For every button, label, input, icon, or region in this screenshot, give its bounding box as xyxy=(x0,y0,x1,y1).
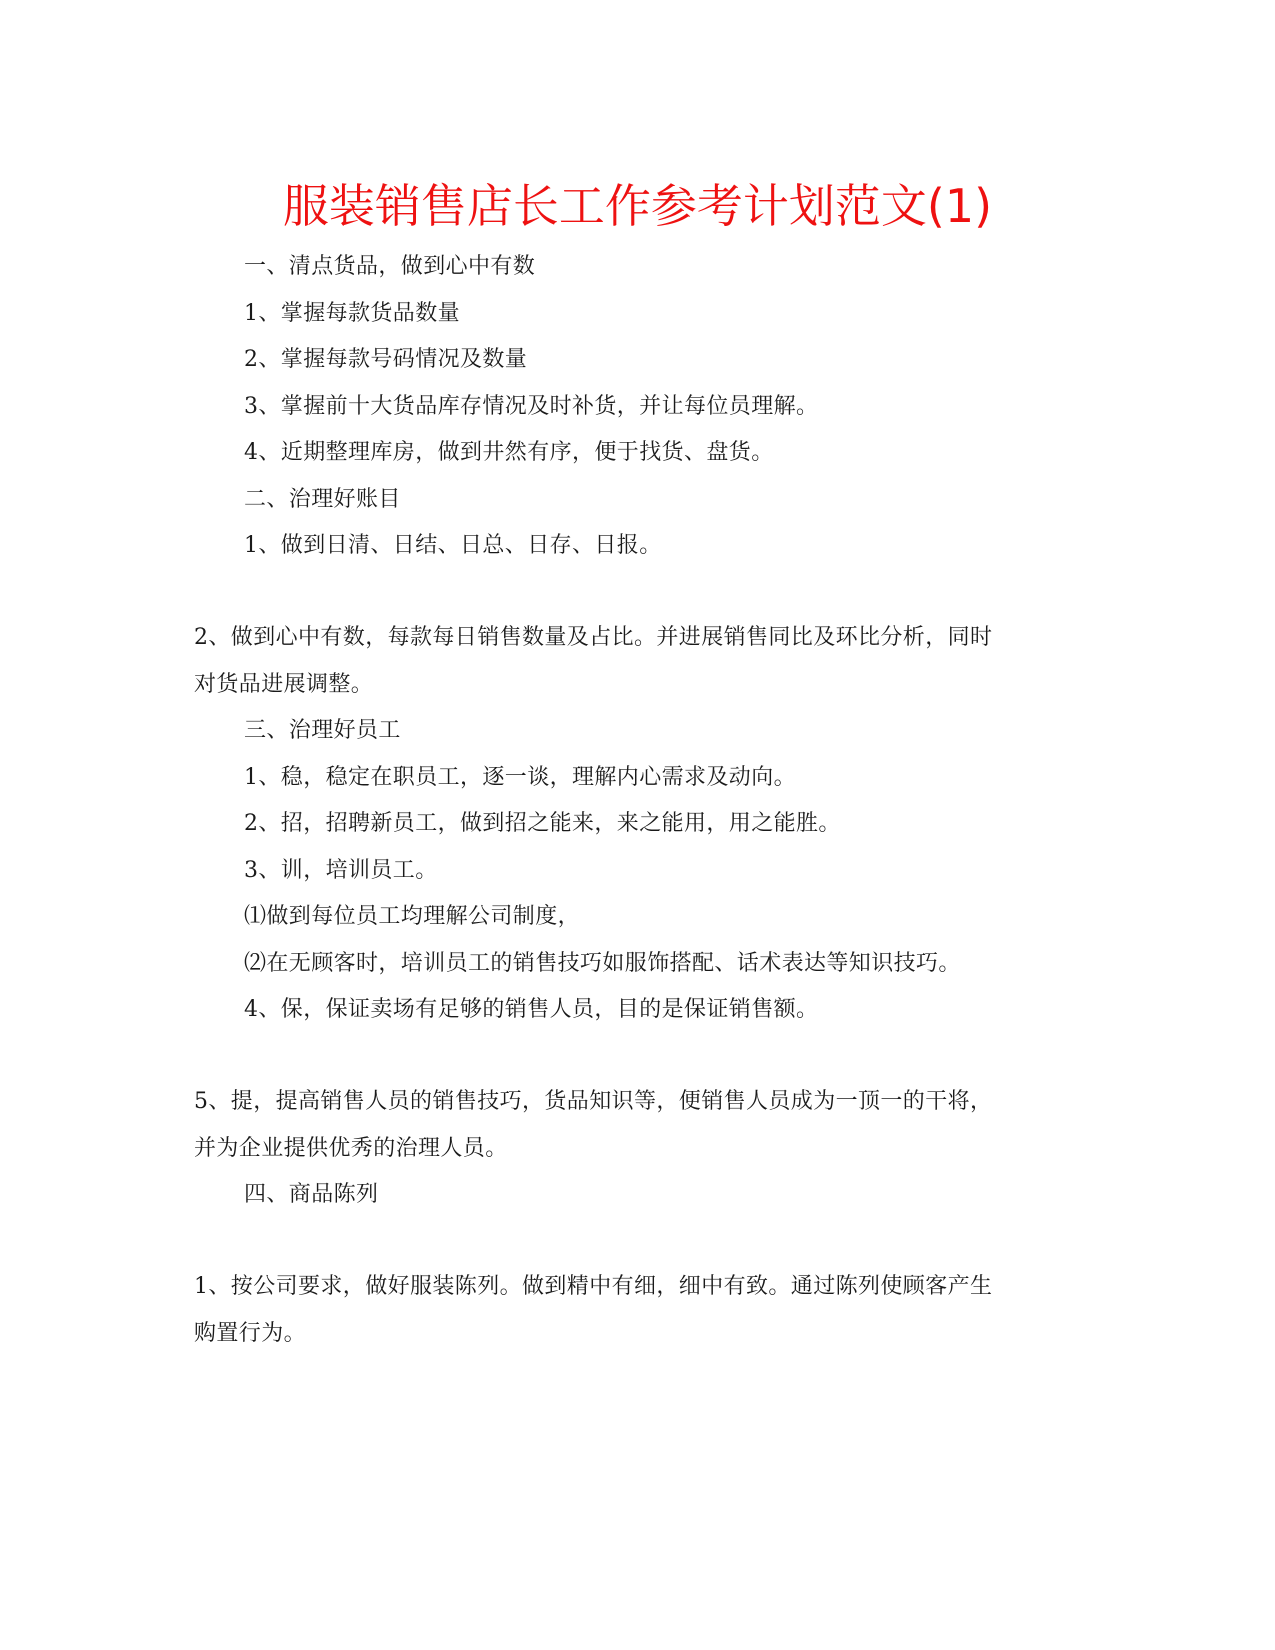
paragraph-line: 购置行为。 xyxy=(194,1321,307,1346)
section-heading-3: 三、治理好员工 xyxy=(244,718,401,743)
paragraph-line: 3、掌握前十大货品库存情况及时补货，并让每位员理解。 xyxy=(244,394,819,419)
paragraph-line: 2、招，招聘新员工，做到招之能来，来之能用，用之能胜。 xyxy=(244,811,841,836)
paragraph-line: 5、提，提高销售人员的销售技巧，货品知识等，便销售人员成为一顶一的干将， xyxy=(194,1089,993,1114)
paragraph-line: 对货品进展调整。 xyxy=(194,672,374,697)
paragraph-line: 1、按公司要求，做好服装陈列。做到精中有细，细中有致。通过陈列使顾客产生 xyxy=(194,1274,993,1299)
section-heading-1: 一、清点货品，做到心中有数 xyxy=(244,254,536,279)
section-heading-4: 四、商品陈列 xyxy=(244,1182,379,1207)
paragraph-line: 2、掌握每款号码情况及数量 xyxy=(244,347,528,372)
paragraph-line: 4、近期整理库房，做到井然有序，便于找货、盘货。 xyxy=(244,440,774,465)
paragraph-line: 4、保，保证卖场有足够的销售人员，目的是保证销售额。 xyxy=(244,997,819,1022)
paragraph-line: ⑵在无顾客时，培训员工的销售技巧如服饰搭配、话术表达等知识技巧。 xyxy=(244,951,961,976)
paragraph-line: ⑴做到每位员工均理解公司制度， xyxy=(244,904,581,929)
paragraph-line: 2、做到心中有数，每款每日销售数量及占比。并进展销售同比及环比分析，同时 xyxy=(194,625,993,650)
paragraph-line: 3、训，培训员工。 xyxy=(244,858,438,883)
paragraph-line: 并为企业提供优秀的治理人员。 xyxy=(194,1136,508,1161)
section-heading-2: 二、治理好账目 xyxy=(244,487,401,512)
document-title: 服装销售店长工作参考计划范文(1) xyxy=(282,179,993,233)
paragraph-line: 1、做到日清、日结、日总、日存、日报。 xyxy=(244,533,662,558)
paragraph-line: 1、稳，稳定在职员工，逐一谈，理解内心需求及动向。 xyxy=(244,765,796,790)
paragraph-line: 1、掌握每款货品数量 xyxy=(244,301,460,326)
